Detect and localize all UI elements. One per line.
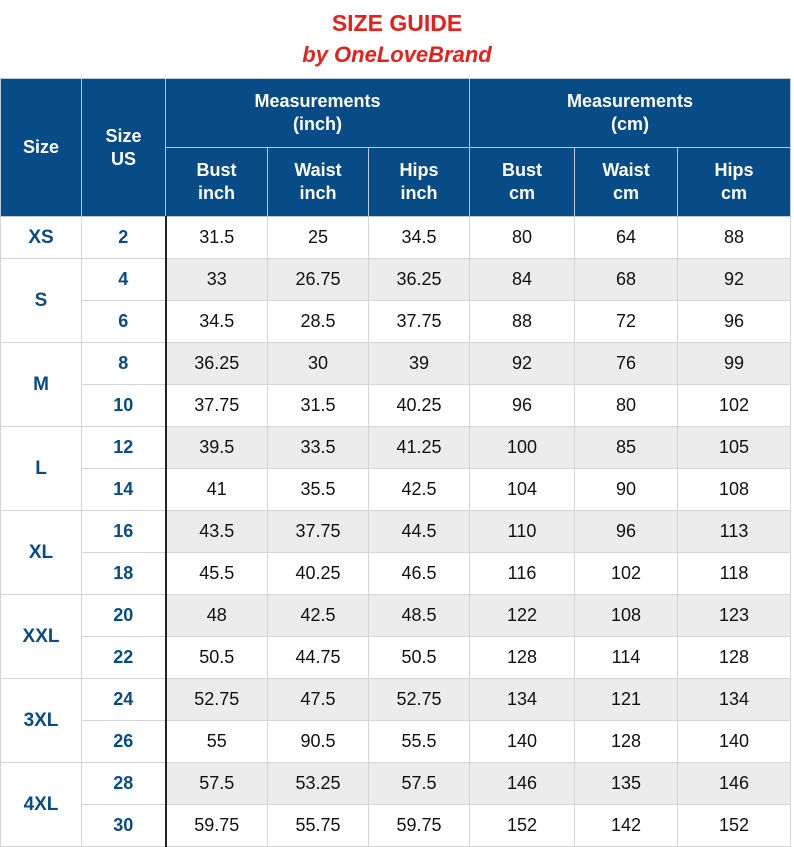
- hips-inch-value: 36.25: [369, 259, 470, 301]
- waist-cm-value: 128: [575, 721, 678, 763]
- size-label: XL: [1, 511, 82, 595]
- waist-inch-value: 53.25: [268, 763, 369, 805]
- size-label: 4XL: [1, 763, 82, 847]
- waist-cm-value: 68: [575, 259, 678, 301]
- bust-cm-value: 140: [470, 721, 575, 763]
- hips-inch-value: 44.5: [369, 511, 470, 553]
- header-waist-cm: [575, 148, 678, 217]
- table-row: [1, 805, 791, 847]
- bust-inch-value: 39.5: [166, 427, 268, 469]
- waist-inch-value: 25: [268, 217, 369, 259]
- table-row: [1, 217, 791, 259]
- waist-cm-value: 85: [575, 427, 678, 469]
- header-bust-cm-label: Bust cm: [502, 160, 543, 203]
- waist-inch-value: 55.75: [268, 805, 369, 847]
- waist-inch-value: 28.5: [268, 301, 369, 343]
- size-us-value: 6: [82, 301, 166, 343]
- hips-inch-value: 59.75: [369, 805, 470, 847]
- waist-cm-value: 114: [575, 637, 678, 679]
- size-us-value: 16: [82, 511, 166, 553]
- table-row: [1, 721, 791, 763]
- header-bust-cm: [470, 148, 575, 217]
- table-header: [1, 79, 791, 217]
- header-waist-inch-label: Waist inch: [294, 160, 342, 203]
- header-size: Size: [1, 79, 82, 217]
- waist-cm-value: 142: [575, 805, 678, 847]
- header-group-cm: [470, 79, 791, 148]
- bust-cm-value: 122: [470, 595, 575, 637]
- hips-cm-value: 99: [678, 343, 791, 385]
- bust-cm-value: 116: [470, 553, 575, 595]
- waist-inch-value: 37.75: [268, 511, 369, 553]
- page-title: SIZE GUIDE: [331, 10, 463, 36]
- hips-cm-value: 128: [678, 637, 791, 679]
- waist-cm-value: 90: [575, 469, 678, 511]
- table-body: [1, 217, 791, 847]
- size-us-value: 18: [82, 553, 166, 595]
- waist-inch-value: 44.75: [268, 637, 369, 679]
- hips-cm-value: 96: [678, 301, 791, 343]
- header-size-us-label: Size US: [105, 125, 142, 169]
- header-bust-inch: [166, 148, 268, 217]
- waist-cm-value: 76: [575, 343, 678, 385]
- hips-cm-value: 134: [678, 679, 791, 721]
- waist-inch-value: 30: [268, 343, 369, 385]
- bust-cm-value: 88: [470, 301, 575, 343]
- bust-cm-value: 80: [470, 217, 575, 259]
- header-size-us: [82, 79, 166, 217]
- bust-cm-value: 152: [470, 805, 575, 847]
- table-row: [1, 427, 791, 469]
- bust-inch-value: 57.5: [166, 763, 268, 805]
- header-hips-cm: [678, 148, 791, 217]
- size-us-value: 24: [82, 679, 166, 721]
- waist-inch-value: 26.75: [268, 259, 369, 301]
- hips-cm-value: 102: [678, 385, 791, 427]
- hips-inch-value: 52.75: [369, 679, 470, 721]
- header-hips-inch: [369, 148, 470, 217]
- bust-cm-value: 104: [470, 469, 575, 511]
- hips-inch-value: 41.25: [369, 427, 470, 469]
- size-us-value: 10: [82, 385, 166, 427]
- size-us-value: 2: [82, 217, 166, 259]
- waist-inch-value: 47.5: [268, 679, 369, 721]
- header-group-inch: [166, 79, 470, 148]
- hips-inch-value: 42.5: [369, 469, 470, 511]
- waist-cm-value: 96: [575, 511, 678, 553]
- header-group-cm-label: Measurements (cm): [566, 91, 694, 134]
- size-us-value: 4: [82, 259, 166, 301]
- bust-inch-value: 31.5: [166, 217, 268, 259]
- size-us-value: 28: [82, 763, 166, 805]
- size-label: XXL: [1, 595, 82, 679]
- waist-cm-value: 121: [575, 679, 678, 721]
- table-row: [1, 343, 791, 385]
- bust-inch-value: 59.75: [166, 805, 268, 847]
- title-box: [0, 0, 794, 78]
- bust-inch-value: 52.75: [166, 679, 268, 721]
- bust-cm-value: 92: [470, 343, 575, 385]
- waist-inch-value: 40.25: [268, 553, 369, 595]
- bust-cm-value: 110: [470, 511, 575, 553]
- size-table: [0, 78, 791, 847]
- size-us-value: 20: [82, 595, 166, 637]
- header-group-inch-label: Measurements (inch): [254, 91, 381, 134]
- header-hips-cm-label: Hips cm: [714, 160, 754, 203]
- header-bust-inch-label: Bust inch: [196, 160, 237, 203]
- hips-inch-value: 48.5: [369, 595, 470, 637]
- size-label: S: [1, 259, 82, 343]
- hips-cm-value: 146: [678, 763, 791, 805]
- table-row: [1, 469, 791, 511]
- waist-inch-value: 35.5: [268, 469, 369, 511]
- hips-inch-value: 34.5: [369, 217, 470, 259]
- page-subtitle: by OneLoveBrand: [302, 42, 492, 67]
- bust-inch-value: 33: [166, 259, 268, 301]
- size-label: XS: [1, 217, 82, 259]
- hips-cm-value: 88: [678, 217, 791, 259]
- hips-inch-value: 55.5: [369, 721, 470, 763]
- header-waist-cm-label: Waist cm: [602, 160, 650, 203]
- hips-inch-value: 37.75: [369, 301, 470, 343]
- table-row: [1, 637, 791, 679]
- bust-inch-value: 34.5: [166, 301, 268, 343]
- waist-cm-value: 102: [575, 553, 678, 595]
- bust-cm-value: 146: [470, 763, 575, 805]
- waist-cm-value: 135: [575, 763, 678, 805]
- size-us-value: 30: [82, 805, 166, 847]
- hips-cm-value: 140: [678, 721, 791, 763]
- hips-inch-value: 50.5: [369, 637, 470, 679]
- table-row: [1, 511, 791, 553]
- waist-cm-value: 108: [575, 595, 678, 637]
- waist-cm-value: 64: [575, 217, 678, 259]
- hips-inch-value: 40.25: [369, 385, 470, 427]
- hips-cm-value: 123: [678, 595, 791, 637]
- bust-inch-value: 43.5: [166, 511, 268, 553]
- bust-cm-value: 84: [470, 259, 575, 301]
- bust-inch-value: 36.25: [166, 343, 268, 385]
- waist-inch-value: 42.5: [268, 595, 369, 637]
- waist-inch-value: 33.5: [268, 427, 369, 469]
- hips-cm-value: 92: [678, 259, 791, 301]
- header-hips-inch-label: Hips inch: [399, 160, 439, 203]
- size-label: L: [1, 427, 82, 511]
- hips-inch-value: 57.5: [369, 763, 470, 805]
- bust-inch-value: 45.5: [166, 553, 268, 595]
- hips-cm-value: 118: [678, 553, 791, 595]
- bust-cm-value: 134: [470, 679, 575, 721]
- waist-inch-value: 90.5: [268, 721, 369, 763]
- waist-cm-value: 80: [575, 385, 678, 427]
- header-waist-inch: [268, 148, 369, 217]
- waist-inch-value: 31.5: [268, 385, 369, 427]
- bust-inch-value: 41: [166, 469, 268, 511]
- bust-inch-value: 50.5: [166, 637, 268, 679]
- size-us-value: 12: [82, 427, 166, 469]
- table-row: [1, 553, 791, 595]
- bust-cm-value: 96: [470, 385, 575, 427]
- size-us-value: 22: [82, 637, 166, 679]
- hips-cm-value: 108: [678, 469, 791, 511]
- table-row: [1, 595, 791, 637]
- size-label: 3XL: [1, 679, 82, 763]
- size-us-value: 8: [82, 343, 166, 385]
- bust-cm-value: 128: [470, 637, 575, 679]
- table-row: [1, 259, 791, 301]
- hips-cm-value: 113: [678, 511, 791, 553]
- bust-inch-value: 37.75: [166, 385, 268, 427]
- bust-inch-value: 55: [166, 721, 268, 763]
- size-us-value: 26: [82, 721, 166, 763]
- table-row: [1, 301, 791, 343]
- size-us-value: 14: [82, 469, 166, 511]
- waist-cm-value: 72: [575, 301, 678, 343]
- hips-cm-value: 105: [678, 427, 791, 469]
- table-row: [1, 763, 791, 805]
- bust-cm-value: 100: [470, 427, 575, 469]
- table-row: [1, 385, 791, 427]
- hips-inch-value: 39: [369, 343, 470, 385]
- table-row: [1, 679, 791, 721]
- hips-cm-value: 152: [678, 805, 791, 847]
- hips-inch-value: 46.5: [369, 553, 470, 595]
- bust-inch-value: 48: [166, 595, 268, 637]
- size-label: M: [1, 343, 82, 427]
